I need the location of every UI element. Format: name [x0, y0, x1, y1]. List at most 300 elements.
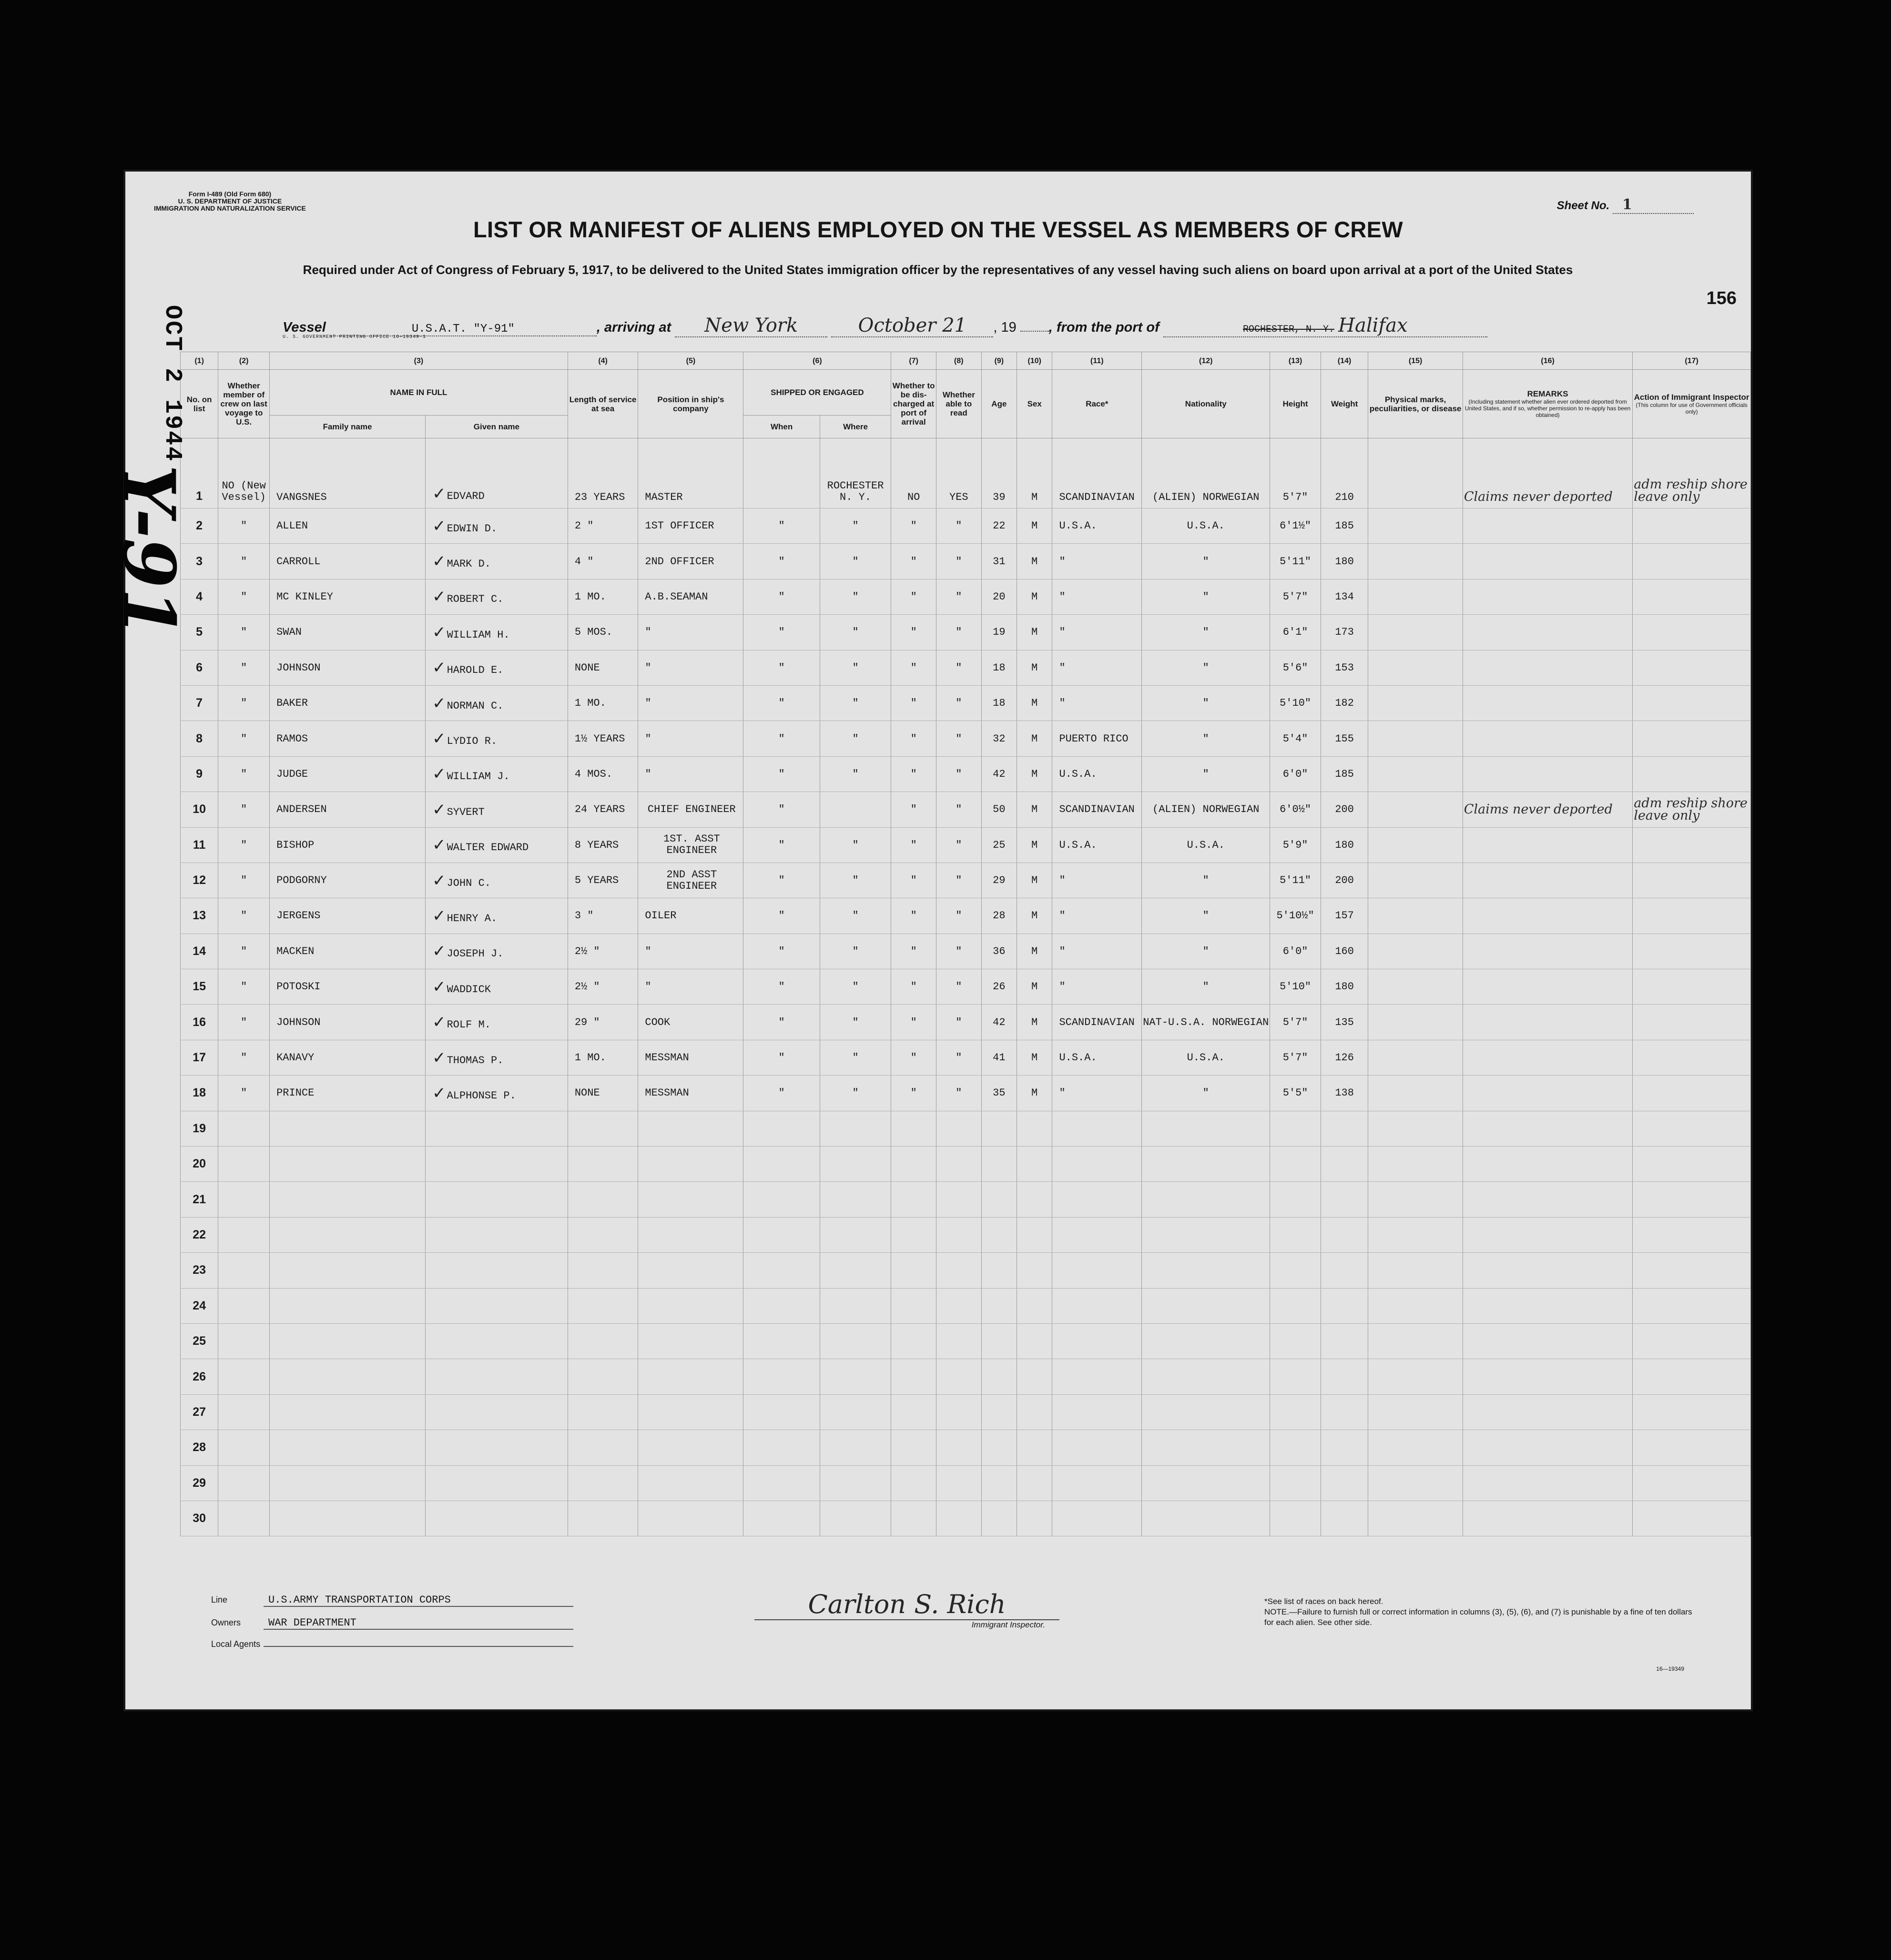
cell-prev	[218, 1147, 270, 1182]
cell-physical	[1368, 827, 1463, 863]
race-value: "	[1059, 874, 1066, 887]
cell-sex	[1017, 934, 1052, 969]
cell-position	[638, 508, 743, 544]
family-value: JERGENS	[276, 910, 321, 922]
age-value: 29	[993, 874, 1006, 887]
cell-family	[270, 1288, 426, 1323]
check-mark-icon: ✓	[432, 658, 446, 678]
weight-value: 180	[1335, 839, 1354, 851]
service-value: 23 YEARS	[574, 491, 625, 503]
cell-when	[743, 934, 820, 969]
sheet-number-value: 1	[1613, 196, 1694, 214]
cell-no	[181, 969, 218, 1005]
cell-discharged	[891, 1359, 936, 1394]
cell-service	[568, 756, 638, 792]
cell-age	[981, 685, 1017, 721]
remarks-value: Claims never deported	[1464, 489, 1613, 504]
cell-no	[181, 898, 218, 934]
prev-value: "	[241, 661, 247, 674]
weight-value: 155	[1335, 732, 1354, 745]
page-title: LIST OR MANIFEST OF ALIENS EMPLOYED ON THE VESSEL AS MEMBERS OF CREW	[473, 217, 1403, 242]
table-row	[181, 969, 1751, 1005]
cell-weight	[1321, 1359, 1368, 1394]
cell-given	[426, 1501, 568, 1536]
read-value: "	[956, 661, 962, 674]
cell-physical	[1368, 1253, 1463, 1288]
cell-when	[743, 721, 820, 756]
when-value: "	[778, 981, 785, 993]
cell-age	[981, 1111, 1017, 1146]
height-value: 5'5"	[1282, 1087, 1308, 1099]
cell-action	[1633, 615, 1751, 650]
where-value: "	[852, 839, 859, 851]
cell-height	[1270, 615, 1321, 650]
cell-remarks	[1463, 1005, 1632, 1040]
cell-when	[743, 508, 820, 544]
cell-sex	[1017, 1253, 1052, 1288]
weight-value: 160	[1335, 945, 1354, 957]
given-value: JOSEPH J.	[447, 948, 504, 960]
cell-physical	[1368, 544, 1463, 579]
cell-given	[426, 1253, 568, 1288]
cell-prev	[218, 1005, 270, 1040]
cell-nationality	[1142, 1359, 1270, 1394]
no-value: 4	[196, 589, 203, 603]
cell-race	[1052, 827, 1142, 863]
discharged-value: "	[910, 910, 917, 922]
read-value: "	[956, 981, 962, 993]
cell-physical	[1368, 934, 1463, 969]
table-row	[181, 1076, 1751, 1111]
no-value: 10	[193, 802, 206, 816]
cell-prev	[218, 508, 270, 544]
prev-value: "	[241, 910, 247, 922]
service-value: 3 "	[574, 910, 594, 922]
cell-read	[936, 1111, 982, 1146]
cell-height	[1270, 1501, 1321, 1536]
table-row	[181, 579, 1751, 614]
page-subtitle: Required under Act of Congress of February 5, 1917, to be delivered to the United States immigration officer by the representatives of any vessel having such aliens on board upon arrival at a port of the United States	[303, 263, 1573, 277]
service-value: 1 MO.	[574, 697, 606, 710]
no-value: 21	[193, 1192, 206, 1206]
given-value: EDWIN D.	[447, 522, 498, 535]
height-value: 5'7"	[1282, 491, 1308, 503]
cell-position	[638, 1182, 743, 1217]
cell-action	[1633, 1501, 1751, 1536]
col-number: (2)	[218, 352, 270, 370]
cell-sex	[1017, 1501, 1052, 1536]
nationality-value: "	[1202, 768, 1209, 780]
col-number: (12)	[1142, 352, 1270, 370]
cell-nationality	[1142, 438, 1270, 508]
cell-read	[936, 898, 982, 934]
position-value: "	[645, 661, 651, 674]
cell-given	[426, 1430, 568, 1465]
height-value: 6'1½"	[1280, 520, 1312, 532]
cell-prev	[218, 1430, 270, 1465]
cell-service	[568, 1359, 638, 1394]
age-value: 20	[993, 590, 1006, 603]
cell-action	[1633, 827, 1751, 863]
weight-value: 134	[1335, 590, 1354, 603]
cell-weight	[1321, 1040, 1368, 1075]
cell-physical	[1368, 1217, 1463, 1252]
cell-age	[981, 650, 1017, 685]
cell-discharged	[891, 615, 936, 650]
nationality-value: U.S.A.	[1187, 520, 1225, 532]
age-value: 18	[993, 697, 1006, 710]
when-value: "	[778, 697, 785, 710]
cell-remarks	[1463, 756, 1632, 792]
cell-when	[743, 650, 820, 685]
cell-race	[1052, 1430, 1142, 1465]
no-value: 27	[193, 1405, 206, 1419]
cell-weight	[1321, 1217, 1368, 1252]
form-identifier	[154, 191, 306, 212]
cell-action	[1633, 898, 1751, 934]
cell-nationality	[1142, 1323, 1270, 1359]
owners-field	[211, 1617, 573, 1630]
cell-where	[820, 1147, 891, 1182]
check-mark-icon: ✓	[432, 516, 446, 536]
cell-action	[1633, 1394, 1751, 1430]
cell-family	[270, 1465, 426, 1501]
read-value: "	[956, 1052, 962, 1064]
cell-physical	[1368, 1182, 1463, 1217]
cell-service	[568, 1501, 638, 1536]
page-number: 156	[1706, 288, 1737, 308]
cell-where	[820, 615, 891, 650]
service-name: IMMIGRATION AND NATURALIZATION SERVICE	[154, 204, 306, 212]
cell-given	[426, 1147, 568, 1182]
cell-read	[936, 721, 982, 756]
given-value: MARK D.	[447, 558, 491, 570]
cell-sex	[1017, 1430, 1052, 1465]
cell-service	[568, 615, 638, 650]
nationality-value: "	[1202, 555, 1209, 568]
cell-weight	[1321, 1182, 1368, 1217]
cell-action	[1633, 1253, 1751, 1288]
age-value: 42	[993, 1016, 1006, 1028]
cell-sex	[1017, 685, 1052, 721]
cell-sex	[1017, 756, 1052, 792]
cell-weight	[1321, 792, 1368, 827]
cell-where	[820, 1182, 891, 1217]
cell-discharged	[891, 508, 936, 544]
cell-prev	[218, 792, 270, 827]
cell-remarks	[1463, 1040, 1632, 1075]
cell-read	[936, 1501, 982, 1536]
cell-age	[981, 1501, 1017, 1536]
age-value: 31	[993, 555, 1006, 568]
cell-height	[1270, 1182, 1321, 1217]
cell-prev	[218, 615, 270, 650]
where-value: "	[852, 590, 859, 603]
cell-height	[1270, 827, 1321, 863]
cell-when	[743, 1288, 820, 1323]
service-value: 1 MO.	[574, 1052, 606, 1064]
table-row	[181, 438, 1751, 508]
cell-nationality	[1142, 756, 1270, 792]
discharged-value: "	[910, 697, 917, 710]
given-value: WADDICK	[447, 983, 491, 995]
cell-weight	[1321, 438, 1368, 508]
cell-weight	[1321, 934, 1368, 969]
discharged-value: "	[910, 1052, 917, 1064]
when-value: "	[778, 1016, 785, 1028]
footnote	[1264, 1596, 1693, 1628]
cell-discharged	[891, 898, 936, 934]
read-value: "	[956, 555, 962, 568]
inspector-signature	[754, 1589, 1059, 1630]
col-number: (11)	[1052, 352, 1142, 370]
cell-read	[936, 969, 982, 1005]
cell-where	[820, 650, 891, 685]
cell-race	[1052, 934, 1142, 969]
col-number: (5)	[638, 352, 743, 370]
cell-read	[936, 1182, 982, 1217]
cell-no	[181, 863, 218, 898]
position-value: 1ST. ASST ENGINEER	[663, 833, 720, 857]
cell-given	[426, 579, 568, 614]
cell-read	[936, 1253, 982, 1288]
cell-read	[936, 1040, 982, 1075]
cell-discharged	[891, 969, 936, 1005]
cell-where	[820, 1217, 891, 1252]
cell-prev	[218, 721, 270, 756]
cell-weight	[1321, 1005, 1368, 1040]
col-number: (3)	[270, 352, 568, 370]
cell-no	[181, 1111, 218, 1146]
cell-position	[638, 1147, 743, 1182]
cell-given	[426, 898, 568, 934]
cell-service	[568, 1005, 638, 1040]
weight-value: 126	[1335, 1052, 1354, 1064]
cell-race	[1052, 1288, 1142, 1323]
cell-action	[1633, 1076, 1751, 1111]
sex-value: M	[1031, 768, 1038, 780]
crew-table	[180, 352, 1751, 1536]
cell-family	[270, 544, 426, 579]
cell-when	[743, 579, 820, 614]
cell-sex	[1017, 1394, 1052, 1430]
read-value: "	[956, 803, 962, 816]
cell-when	[743, 1040, 820, 1075]
cell-prev	[218, 544, 270, 579]
cell-age	[981, 1323, 1017, 1359]
cell-action	[1633, 756, 1751, 792]
cell-race	[1052, 1111, 1142, 1146]
cell-no	[181, 1465, 218, 1501]
table-row	[181, 898, 1751, 934]
stamp-year: 1944	[159, 399, 186, 463]
cell-height	[1270, 934, 1321, 969]
cell-age	[981, 1217, 1017, 1252]
cell-sex	[1017, 1147, 1052, 1182]
cell-height	[1270, 685, 1321, 721]
discharged-value: "	[910, 1087, 917, 1099]
cell-prev	[218, 1182, 270, 1217]
cell-age	[981, 1005, 1017, 1040]
cell-prev	[218, 827, 270, 863]
arrival-date-value: October 21	[831, 315, 993, 337]
cell-family	[270, 898, 426, 934]
col-number: (15)	[1368, 352, 1463, 370]
where-value: "	[852, 768, 859, 780]
discharged-value: "	[910, 981, 917, 993]
when-value: "	[778, 803, 785, 816]
cell-height	[1270, 1147, 1321, 1182]
race-value: U.S.A.	[1059, 768, 1097, 780]
prev-value: "	[241, 1087, 247, 1099]
cell-age	[981, 1040, 1017, 1075]
cell-action	[1633, 1323, 1751, 1359]
col-header-age: Age	[981, 370, 1017, 438]
cell-prev	[218, 1323, 270, 1359]
height-value: 6'1"	[1282, 626, 1308, 639]
cell-race	[1052, 1359, 1142, 1394]
race-value: "	[1059, 555, 1066, 568]
cell-nationality	[1142, 827, 1270, 863]
discharged-value: "	[910, 945, 917, 957]
cell-physical	[1368, 438, 1463, 508]
height-value: 5'11"	[1280, 555, 1312, 568]
cell-given	[426, 1076, 568, 1111]
col-header-action	[1633, 370, 1751, 438]
cell-age	[981, 1394, 1017, 1430]
cell-remarks	[1463, 1288, 1632, 1323]
cell-read	[936, 685, 982, 721]
cell-nationality	[1142, 1005, 1270, 1040]
cell-where	[820, 544, 891, 579]
cell-read	[936, 1323, 982, 1359]
cell-discharged	[891, 1182, 936, 1217]
col-number: (9)	[981, 352, 1017, 370]
cell-weight	[1321, 898, 1368, 934]
cell-race	[1052, 544, 1142, 579]
cell-nationality	[1142, 1040, 1270, 1075]
prev-value: "	[241, 1052, 247, 1064]
cell-where	[820, 1430, 891, 1465]
age-value: 18	[993, 661, 1006, 674]
cell-height	[1270, 1040, 1321, 1075]
race-value: "	[1059, 626, 1066, 639]
cell-read	[936, 650, 982, 685]
col-number: (6)	[743, 352, 891, 370]
cell-sex	[1017, 438, 1052, 508]
cell-age	[981, 544, 1017, 579]
cell-read	[936, 579, 982, 614]
cell-no	[181, 1501, 218, 1536]
cell-family	[270, 1147, 426, 1182]
service-value: 1 MO.	[574, 590, 606, 603]
cell-read	[936, 1288, 982, 1323]
vessel-label: Vessel	[283, 320, 326, 335]
cell-family	[270, 934, 426, 969]
cell-where	[820, 1253, 891, 1288]
cell-discharged	[891, 650, 936, 685]
cell-position	[638, 1076, 743, 1111]
height-value: 5'7"	[1282, 1052, 1308, 1064]
race-value: SCANDINAVIAN	[1059, 803, 1135, 816]
cell-race	[1052, 650, 1142, 685]
cell-physical	[1368, 1394, 1463, 1430]
race-value: "	[1059, 981, 1066, 993]
cell-weight	[1321, 508, 1368, 544]
cell-remarks	[1463, 1323, 1632, 1359]
action-note: (This column for use of Government officials only)	[1636, 402, 1748, 415]
discharged-value: "	[910, 1016, 917, 1028]
cell-position	[638, 438, 743, 508]
cell-weight	[1321, 1465, 1368, 1501]
discharged-value: "	[910, 732, 917, 745]
weight-value: 180	[1335, 555, 1354, 568]
no-value: 26	[193, 1370, 206, 1383]
cell-physical	[1368, 1040, 1463, 1075]
cell-race	[1052, 1040, 1142, 1075]
check-mark-icon: ✓	[432, 587, 446, 607]
no-value: 25	[193, 1334, 206, 1348]
where-value: "	[852, 626, 859, 639]
cell-weight	[1321, 1076, 1368, 1111]
cell-read	[936, 544, 982, 579]
cell-position	[638, 721, 743, 756]
cell-prev	[218, 1076, 270, 1111]
given-value: ROBERT C.	[447, 593, 504, 606]
cell-no	[181, 1359, 218, 1394]
weight-value: 185	[1335, 520, 1354, 532]
cell-position	[638, 1323, 743, 1359]
family-value: KANAVY	[276, 1052, 315, 1064]
nationality-value: (ALIEN) NORWEGIAN	[1152, 803, 1260, 816]
owners-value: WAR DEPARTMENT	[264, 1617, 573, 1630]
cell-weight	[1321, 1501, 1368, 1536]
cell-physical	[1368, 898, 1463, 934]
check-mark-icon: ✓	[432, 484, 446, 503]
cell-physical	[1368, 650, 1463, 685]
cell-race	[1052, 969, 1142, 1005]
cell-when	[743, 615, 820, 650]
cell-where	[820, 1465, 891, 1501]
cell-read	[936, 615, 982, 650]
cell-read	[936, 934, 982, 969]
col-number: (4)	[568, 352, 638, 370]
cell-prev	[218, 1359, 270, 1394]
cell-sex	[1017, 1217, 1052, 1252]
table-row	[181, 1288, 1751, 1323]
cell-when	[743, 1111, 820, 1146]
col-header-remarks	[1463, 370, 1632, 438]
service-value: NONE	[574, 661, 600, 674]
discharged-value: NO	[907, 491, 920, 503]
sex-value: M	[1031, 590, 1038, 603]
cell-nationality	[1142, 1501, 1270, 1536]
where-value: "	[852, 1016, 859, 1028]
cell-prev	[218, 863, 270, 898]
cell-height	[1270, 650, 1321, 685]
cell-remarks	[1463, 1217, 1632, 1252]
check-mark-icon: ✓	[432, 942, 446, 961]
cell-physical	[1368, 685, 1463, 721]
cell-action	[1633, 863, 1751, 898]
col-number: (7)	[891, 352, 936, 370]
cell-age	[981, 1430, 1017, 1465]
no-value: 18	[193, 1086, 206, 1100]
cell-discharged	[891, 1465, 936, 1501]
cell-position	[638, 1111, 743, 1146]
cell-position	[638, 756, 743, 792]
cell-read	[936, 1430, 982, 1465]
